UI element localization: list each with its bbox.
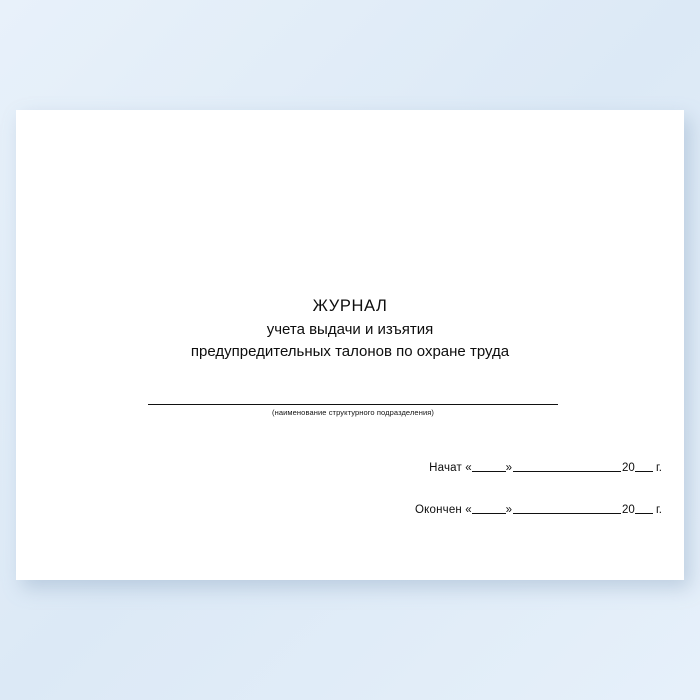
- document-page: [16, 110, 684, 580]
- organization-fill-line[interactable]: [148, 403, 558, 405]
- finished-day-field[interactable]: [472, 513, 506, 514]
- finished-label: Окончен: [414, 504, 462, 516]
- page-title: ЖУРНАЛ: [312, 297, 388, 315]
- dates-block: [332, 462, 662, 516]
- started-year-suffix: г.: [656, 462, 662, 474]
- page-subtitle-line-2: предупредительных талонов по охране труда: [190, 343, 510, 361]
- title-block: [16, 295, 684, 364]
- started-row: [332, 462, 662, 474]
- finished-month-field[interactable]: [513, 513, 621, 514]
- finished-quote-close: »: [505, 504, 512, 516]
- organization-caption: (наименование структурного подразделения): [272, 408, 434, 417]
- finished-year-suffix: г.: [656, 504, 662, 516]
- page-subtitle-line-1: учета выдачи и изъятия: [266, 320, 434, 338]
- finished-year-field[interactable]: [635, 513, 653, 514]
- started-quote-open: «: [465, 462, 472, 474]
- finished-year-prefix: 20: [622, 504, 635, 516]
- organization-field: [148, 403, 558, 417]
- finished-quote-open: «: [465, 504, 472, 516]
- document-content: [16, 110, 684, 580]
- started-year-field[interactable]: [635, 471, 653, 472]
- started-year-prefix: 20: [622, 462, 635, 474]
- finished-row: [332, 504, 662, 516]
- started-quote-close: »: [505, 462, 512, 474]
- started-label: Начат: [429, 462, 462, 474]
- started-day-field[interactable]: [472, 471, 506, 472]
- started-month-field[interactable]: [513, 471, 621, 472]
